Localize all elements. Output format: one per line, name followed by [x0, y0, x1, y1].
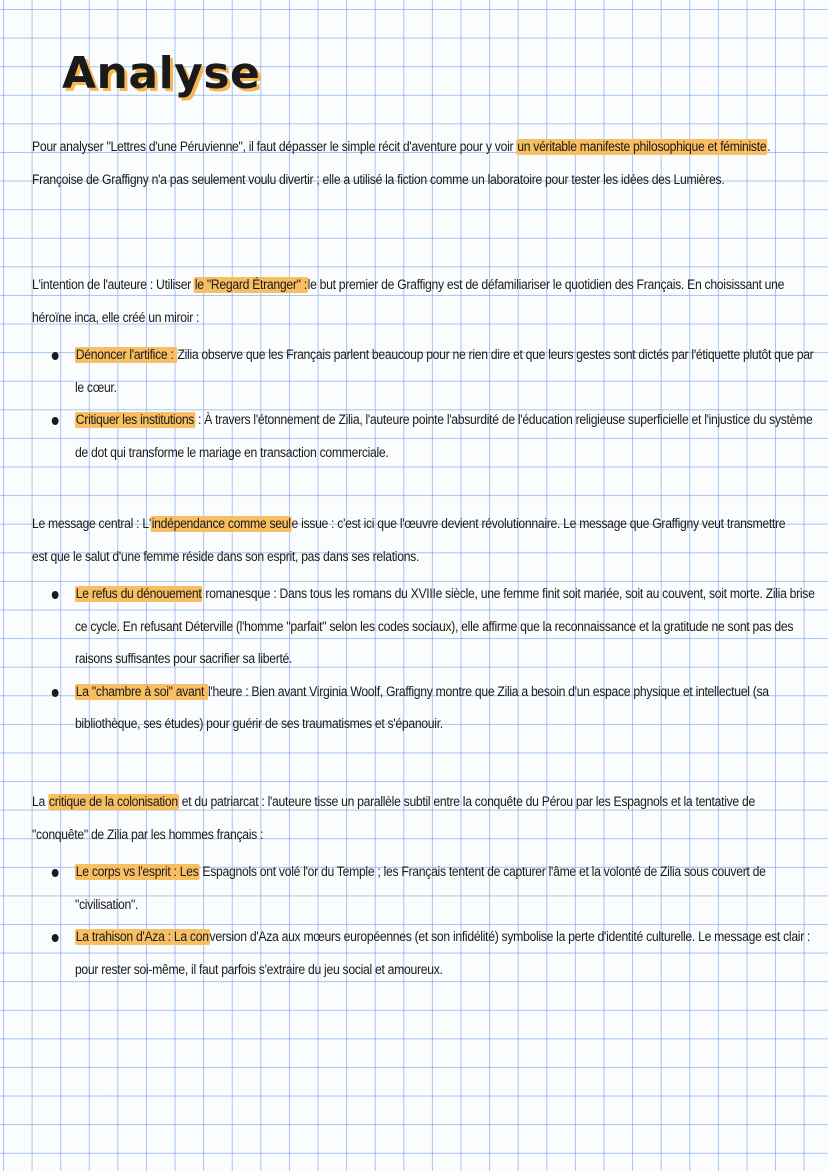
bullet-icon: [52, 869, 59, 877]
intro-highlight: un véritable manifeste philosophique et féministe: [517, 139, 767, 155]
section1-text: L'intention de l'auteure : Utiliser: [32, 277, 195, 293]
list-item-highlight: Dénoncer l'artifice :: [75, 347, 177, 363]
intro-text-end: . Françoise de Graffigny n'a pas seulement voulu divertir ; elle a utilisé la fiction comme un laboratoire pour tester les idées des Lumières.: [32, 139, 771, 188]
section3-text-end: et du patriarcat : l'auteure tisse un parallèle subtil entre la conquête du Pérou par les Espagnols et la tentative de "conquête" de Zilia par les hommes français :: [32, 794, 755, 843]
section1-highlight: le "Regard Étranger" :: [194, 277, 307, 293]
intro-paragraph: [32, 131, 800, 196]
list-item: [50, 404, 818, 469]
list-item-text: version d'Aza aux mœurs européennes (et son infidélité) symbolise la perte d'identité culturelle. Le message est clair : pour rester soi-même, il faut parfois s'extraire du jeu social et amoureux.: [74, 929, 811, 978]
list-item: [50, 339, 818, 404]
bullet-icon: [52, 689, 59, 697]
list-item-highlight: La trahison d'Aza : La con: [75, 929, 209, 945]
list-item-highlight: La "chambre à soi" avant: [75, 683, 208, 700]
bullet-icon: [52, 934, 59, 942]
list-item-highlight: Critiquer les institutions: [75, 412, 195, 428]
list-item: [50, 578, 818, 676]
list-item: [50, 676, 818, 741]
list-item-text: : À travers l'étonnement de Zilia, l'auteure pointe l'absurdité de l'éducation religieuse superficielle et l'injustice du système de dot qui transforme le mariage en transaction commerciale.: [74, 412, 813, 461]
list-item-highlight: Le corps vs l'esprit : Les: [75, 864, 199, 880]
section2-text-end: e issue : c'est ici que l'œuvre devient révolutionnaire. Le message que Graffigny veut transmettre est que le salut d'une femme réside dans son esprit, pas dans ses relations.: [32, 516, 786, 565]
list-item: [50, 856, 818, 921]
list-item-highlight: Le refus du dénouement: [75, 586, 202, 602]
bullet-icon: [52, 417, 59, 425]
section2-text: Le message central : L': [32, 516, 151, 532]
list-item-text: Zilia observe que les Français parlent beaucoup pour ne rien dire et que leurs gestes sont dictés par l'étiquette plutôt que par le cœur.: [74, 347, 814, 396]
list-item-text: Espagnols ont volé l'or du Temple ; les Français tentent de capturer l'âme et la volonté de Zilia sous couvert de "civilisation".: [74, 864, 766, 913]
section3-highlight: critique de la colonisation: [48, 794, 178, 810]
section2-paragraph: [32, 508, 800, 573]
bullet-icon: [52, 591, 59, 599]
list-item: [50, 921, 818, 986]
section1-paragraph: [32, 269, 800, 334]
section3-text: La: [32, 794, 49, 810]
section2-highlight: indépendance comme seul: [151, 516, 291, 532]
page-title: Analyse: [62, 48, 261, 99]
section1-text-end: le but premier de Graffigny est de défamiliariser le quotidien des Français. En choisissant une héroïne inca, elle créé un miroir :: [32, 277, 785, 326]
intro-text: Pour analyser "Lettres d'une Péruvienne", il faut dépasser le simple récit d'aventure pour y voir: [32, 139, 517, 155]
section3-paragraph: [32, 786, 800, 851]
section1-list: [50, 339, 818, 469]
bullet-icon: [52, 352, 59, 360]
section2-list: [50, 578, 818, 741]
list-item-text: romanesque : Dans tous les romans du XVIIIe siècle, une femme finit soit mariée, soit au couvent, soit morte. Zilia brise ce cycle. En refusant Déterville (l'homme "parfait" selon les codes sociaux), elle affirme que la reconnaissance et la gratitude ne sont pas des raisons suffisantes pour sacrifier sa liberté.: [74, 586, 815, 667]
section3-list: [50, 856, 818, 986]
list-item-text: l'heure : Bien avant Virginia Woolf, Graffigny montre que Zilia a besoin d'un espace physique et intellectuel (sa bibliothèque, ses études) pour guérir de ses traumatismes et s'épanouir.: [74, 683, 769, 732]
